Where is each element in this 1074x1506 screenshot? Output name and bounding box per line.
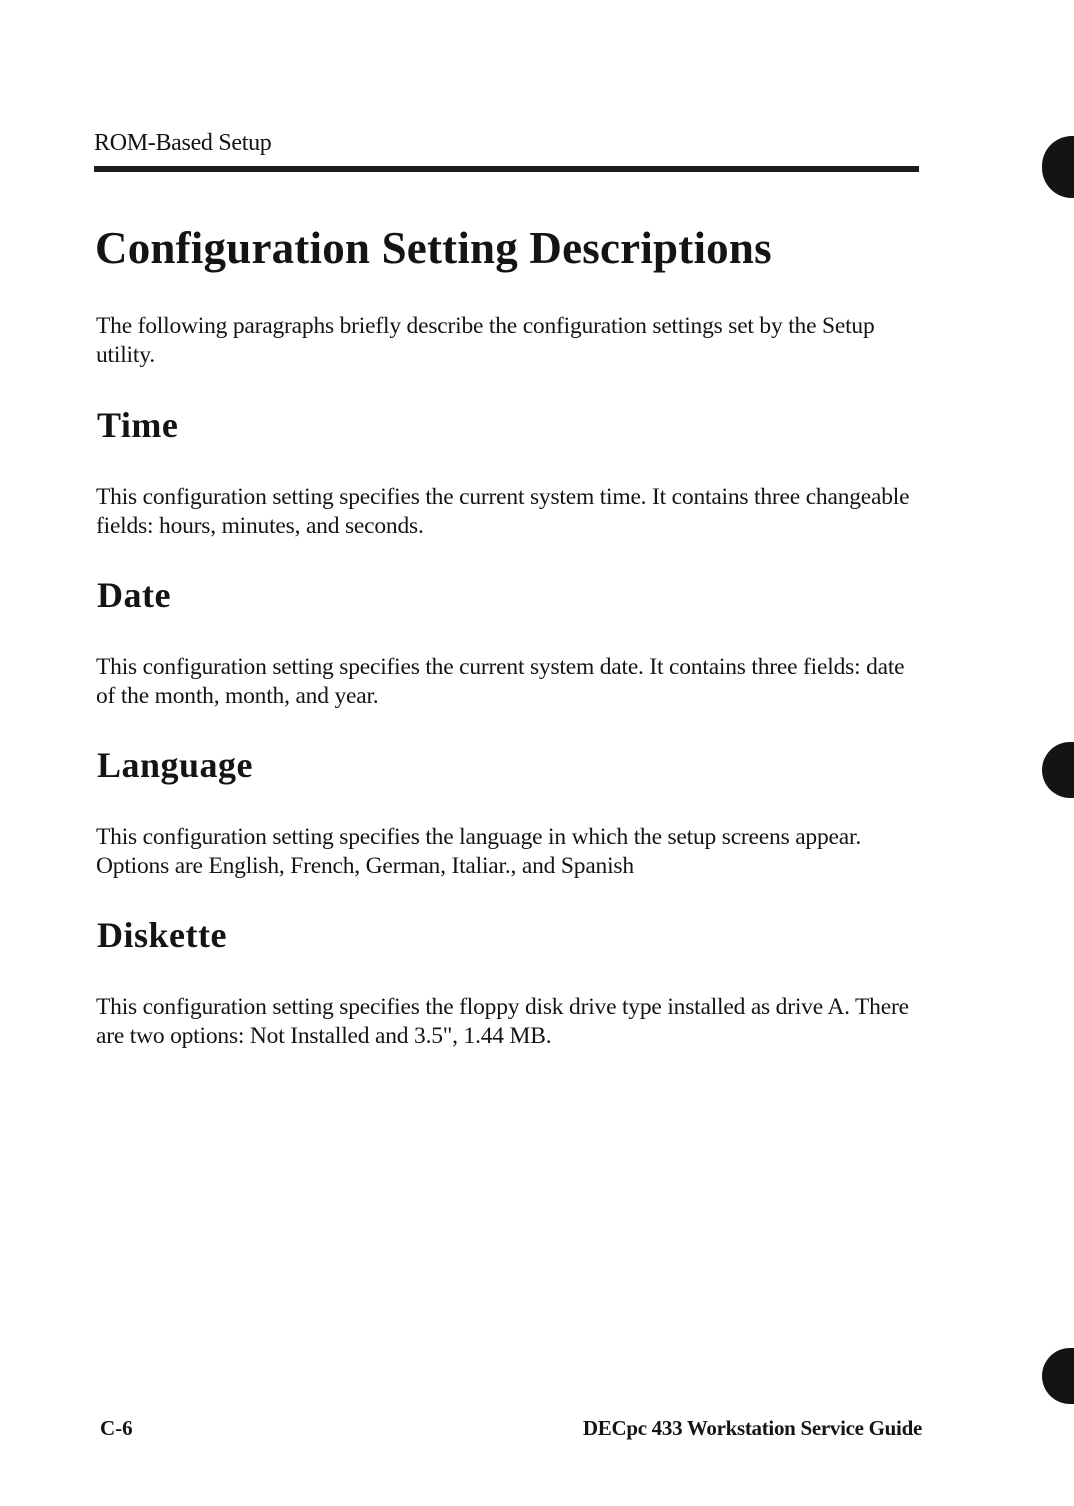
page-title: Configuration Setting Descriptions xyxy=(95,223,772,273)
thumb-tab-marker xyxy=(1042,136,1074,198)
page-number: C-6 xyxy=(100,1416,133,1440)
running-head: ROM-Based Setup xyxy=(94,130,272,156)
section-body-date: This configuration setting specifies the current system date. It contains three fields: date of the month, month, and year. xyxy=(96,654,905,709)
section-body-time: This configuration setting specifies the current system time. It contains three changeable fields: hours, minutes, and seconds. xyxy=(96,484,910,539)
section-heading-language: Language xyxy=(97,745,254,785)
book-title: DECpc 433 Workstation Service Guide xyxy=(582,1416,922,1440)
section-body-diskette: This configuration setting specifies the floppy disk drive type installed as drive A. There are two options: Not Installed and 3.5", 1.44 MB. xyxy=(96,994,909,1049)
section-heading-time: Time xyxy=(97,405,179,445)
header-rule xyxy=(94,166,919,172)
section-body-language: This configuration setting specifies the language in which the setup screens appear. Options are English, French, German, Italiar., and Spanish xyxy=(96,824,861,879)
intro-paragraph: The following paragraphs briefly describe the configuration settings set by the Setup utility. xyxy=(96,313,875,368)
section-heading-diskette: Diskette xyxy=(97,915,227,955)
section-heading-date: Date xyxy=(97,575,171,615)
thumb-tab-marker xyxy=(1042,1348,1074,1404)
thumb-tab-marker xyxy=(1042,742,1074,798)
